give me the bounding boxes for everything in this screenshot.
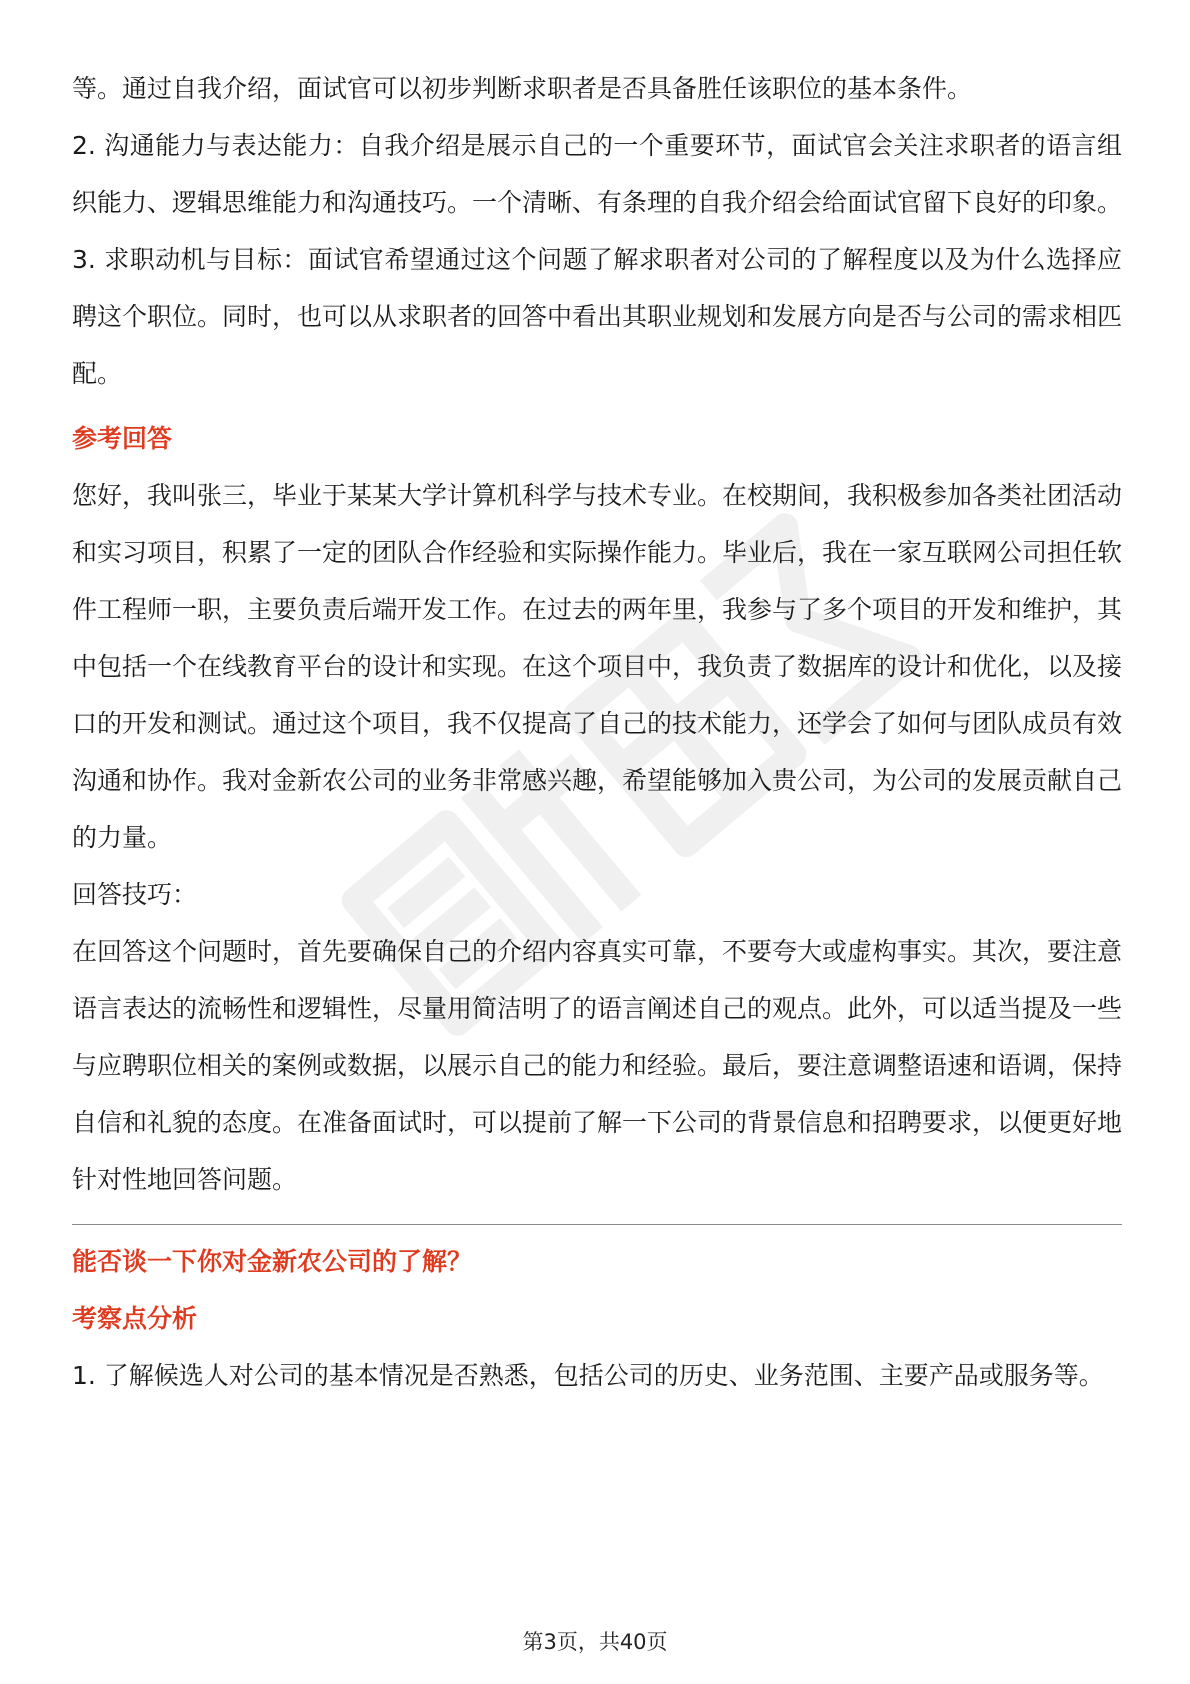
reference-answer-text: 您好，我叫张三，毕业于某某大学计算机科学与技术专业。在校期间，我积极参加各类社团活动和实习项目，积累了一定的团队合作经验和实际操作能力。毕业后，我在一家互联网公司担任软件工程师一职，主要负责后端开发工作。在过去的两年里，我参与了多个项目的开发和维护，其中包括一个在线教育平台的设计和实现。在这个项目中，我负责了数据库的设计和优化，以及接口的开发和测试。通过这个项目，我不仅提高了自己的技术能力，还学会了如何与团队成员有效沟通和协作。我对金新农公司的业务非常感兴趣，希望能够加入贵公司，为公司的发展贡献自己的力量。 <box>72 481 1123 852</box>
reference-answer-heading: 参考回答 <box>72 424 173 453</box>
answer-tips-text: 在回答这个问题时，首先要确保自己的介绍内容真实可靠，不要夸大或虚构事实。其次，要注意语言表达的流畅性和逻辑性，尽量用简洁明了的语言阐述自己的观点。此外，可以适当提及一些与应聘职位相关的案例或数据，以展示自己的能力和经验。最后，要注意调整语速和语调，保持自信和礼貌的态度。在准备面试时，可以提前了解一下公司的背景信息和招聘要求，以便更好地针对性地回答问题。 <box>72 937 1123 1194</box>
page-content <box>72 60 1122 1404</box>
analysis-point-3: 3. 求职动机与目标：面试官希望通过这个问题了解求职者对公司的了解程度以及为什么选择应聘这个职位。同时，也可以从求职者的回答中看出其职业规划和发展方向是否与公司的需求相匹配。 <box>72 245 1123 388</box>
intro-continuation-text: 等。通过自我介绍，面试官可以初步判断求职者是否具备胜任该职位的基本条件。 <box>72 74 973 103</box>
analysis-point-2: 2. 沟通能力与表达能力：自我介绍是展示自己的一个重要环节，面试官会关注求职者的语言组织能力、逻辑思维能力和沟通技巧。一个清晰、有条理的自我介绍会给面试官留下良好的印象。 <box>72 131 1123 217</box>
analysis-heading: 考察点分析 <box>72 1304 198 1333</box>
analysis-point-1: 1. 了解候选人对公司的基本情况是否熟悉，包括公司的历史、业务范围、主要产品或服务等。 <box>72 1361 1104 1390</box>
page-indicator: 第3页，共40页 <box>522 1630 668 1654</box>
section-divider <box>72 1224 1122 1225</box>
question-title: 能否谈一下你对金新农公司的了解？ <box>72 1247 473 1276</box>
answer-tips-label: 回答技巧： <box>72 880 198 909</box>
